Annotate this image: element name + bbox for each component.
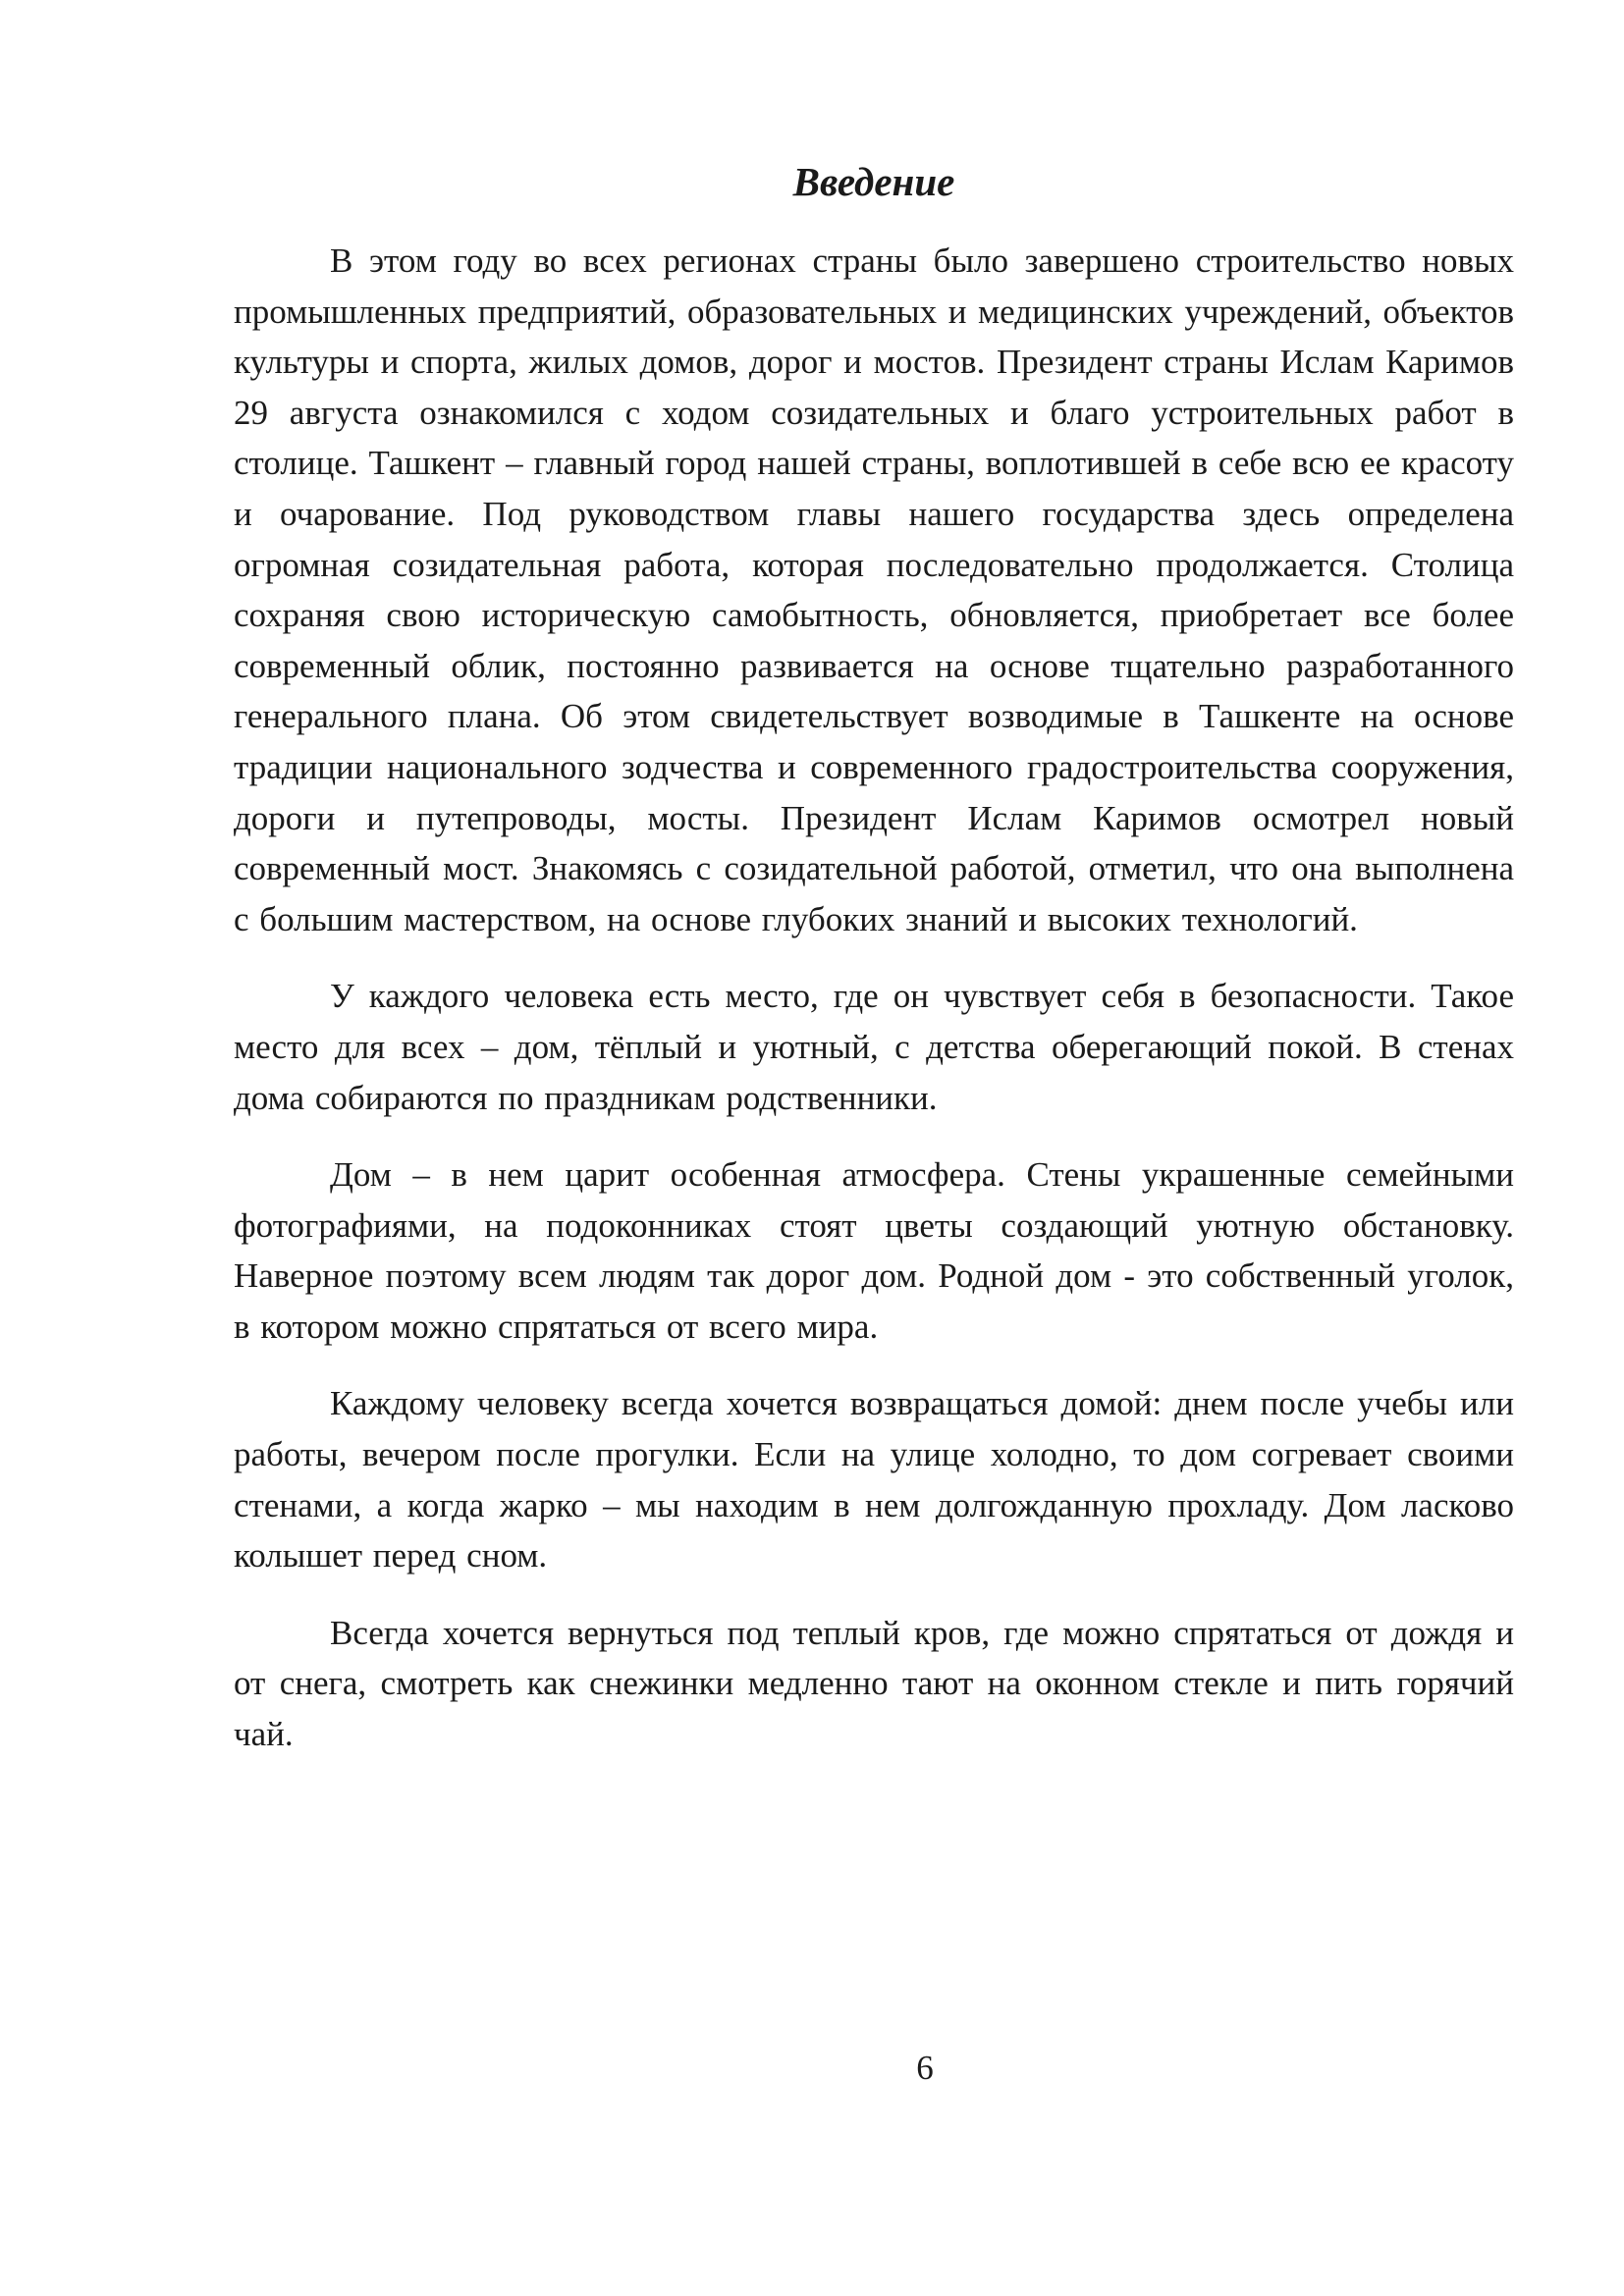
paragraph-4: Каждому человеку всегда хочется возвращаться домой: днем после учебы или работы, вечером после прогулки. Если на улице холодно, то дом согревает своими стенами, а когда жарко – мы находим в нем долгожданную прохладу. Дом ласково колышет перед сном. [234,1384,1514,1575]
page-number: 6 [916,2049,934,2087]
body-text [234,236,1514,1760]
paragraph-2: У каждого человека есть место, где он чувствует себя в безопасности. Такое место для всех – дом, тёплый и уютный, с детства оберегающий покой. В стенах дома собираются по праздникам родственники. [234,977,1514,1117]
paragraph-3: Дом – в нем царит особенная атмосфера. Стены украшенные семейными фотографиями, на подоконниках стоят цветы создающий уютную обстановку. Наверное поэтому всем людям так дорог дом. Родной дом - это собственный уголок, в котором можно спрятаться от всего мира. [234,1155,1514,1346]
page-title: Введение [792,159,955,204]
paragraph-1: В этом году во всех регионах страны было завершено строительство новых промышленных предприятий, образовательных и медицинских учреждений, объектов культуры и спорта, жилых домов, дорог и мостов. Президент страны Ислам Каримов 29 августа ознакомился с ходом созидательных и благо устроительных работ в столице. Ташкент – главный город нашей страны, воплотившей в себе всю ее красоту и очарование. Под руководством главы нашего государства здесь определена огромная созидательная работа, которая последовательно продолжается. Столица сохраняя свою историческую самобытность, обновляется, приобретает все более современный облик, постоянно развивается на основе тщательно разработанного генерального плана. Об этом свидетельствует возводимые в Ташкенте на основе традиции национального зодчества и современного градостроительства сооружения, дороги и путепроводы, мосты. Президент Ислам Каримов осмотрел новый современный мост. Знакомясь с созидательной работой, отметил, что она выполнена с большим мастерством, на основе глубоких знаний и высоких технологий. [234,241,1514,938]
paragraph-5: Всегда хочется вернуться под теплый кров, где можно спрятаться от дождя и от снега, смотреть как снежинки медленно тают на оконном стекле и пить горячий чай. [234,1613,1514,1754]
